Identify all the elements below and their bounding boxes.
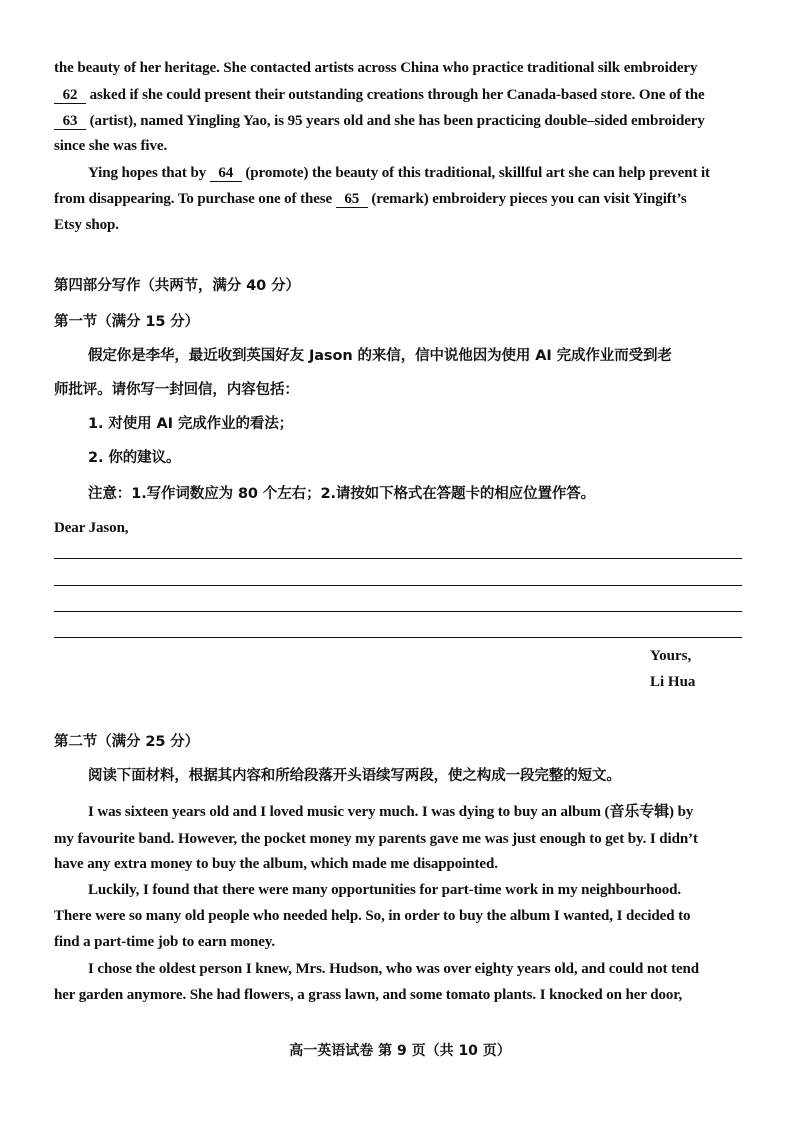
section1-prompt-line-1: 假定你是李华，最近收到英国好友 Jason 的来信，信中说他因为使用 AI 完成作业而受到老: [88, 348, 672, 364]
story-p1-line-3: have any extra money to buy the album, which made me disappointed.: [54, 856, 498, 872]
passage-line-4: since she was five.: [54, 138, 168, 154]
passage-line-6: [54, 189, 746, 209]
blank-64: 64: [210, 165, 242, 182]
story-p1-line-2: my favourite band. However, the pocket money my parents gave me was just enough to get by. I didn’t: [54, 831, 698, 847]
passage-line-7: Etsy shop.: [54, 217, 119, 233]
passage-line-5-a: Ying hopes that by: [88, 165, 210, 181]
answer-line-4: [54, 637, 742, 638]
section2-instruction: 阅读下面材料，根据其内容和所给段落开头语续写两段，使之构成一段完整的短文。: [88, 768, 621, 784]
story-p3-line-2: her garden anymore. She had flowers, a grass lawn, and some tomato plants. I knocked on her door,: [54, 987, 683, 1003]
story-p2-line-3: find a part-time job to earn money.: [54, 934, 276, 950]
blank-63: 63: [54, 113, 86, 130]
section1-item-2: 2. 你的建议。: [88, 450, 181, 466]
page-footer: 高一英语试卷 第 9 页（共 10 页）: [289, 1043, 511, 1059]
story-p1-line-1: I was sixteen years old and I loved music very much. I was dying to buy an album (音乐专辑) by: [88, 804, 694, 820]
passage-line-6-a: from disappearing. To purchase one of these: [54, 191, 336, 207]
passage-line-2: [54, 85, 746, 105]
passage-line-3-text: (artist), named Yingling Yao, is 95 years old and she has been practicing double–sided embroidery: [86, 113, 705, 129]
section1-item-1: 1. 对使用 AI 完成作业的看法；: [88, 416, 294, 432]
section1-note: 注意：1.写作词数应为 80 个左右；2.请按如下格式在答题卡的相应位置作答。: [88, 486, 596, 502]
passage-line-5: [88, 163, 746, 183]
answer-line-1: [54, 558, 742, 559]
salutation: Dear Jason,: [54, 520, 129, 536]
section2-heading: 第二节（满分 25 分）: [54, 734, 200, 750]
passage-line-3: [54, 111, 746, 131]
passage-line-2-text: asked if she could present their outstanding creations through her Canada-based store. One of the: [86, 87, 705, 103]
blank-62: 62: [54, 87, 86, 104]
section1-prompt-line-2: 师批评。请你写一封回信，内容包括：: [54, 382, 299, 398]
letter-closing: Yours,: [650, 648, 692, 664]
answer-line-3: [54, 611, 742, 612]
part4-heading: 第四部分写作（共两节，满分 40 分）: [54, 278, 300, 294]
section1-heading: 第一节（满分 15 分）: [54, 314, 200, 330]
passage-line-1: the beauty of her heritage. She contacted artists across China who practice traditional silk embroidery: [54, 60, 698, 76]
passage-line-6-b: (remark) embroidery pieces you can visit Yingift’s: [367, 191, 687, 207]
story-p2-line-1: Luckily, I found that there were many opportunities for part-time work in my neighbourhood.: [88, 882, 682, 898]
blank-65: 65: [336, 191, 368, 208]
story-p2-line-2: There were so many old people who needed help. So, in order to buy the album I wanted, I decided to: [54, 908, 691, 924]
answer-line-2: [54, 585, 742, 586]
letter-signature: Li Hua: [650, 674, 696, 690]
passage-line-5-b: (promote) the beauty of this traditional, skillful art she can help prevent it: [241, 165, 710, 181]
story-p3-line-1: I chose the oldest person I knew, Mrs. Hudson, who was over eighty years old, and could not tend: [88, 961, 700, 977]
